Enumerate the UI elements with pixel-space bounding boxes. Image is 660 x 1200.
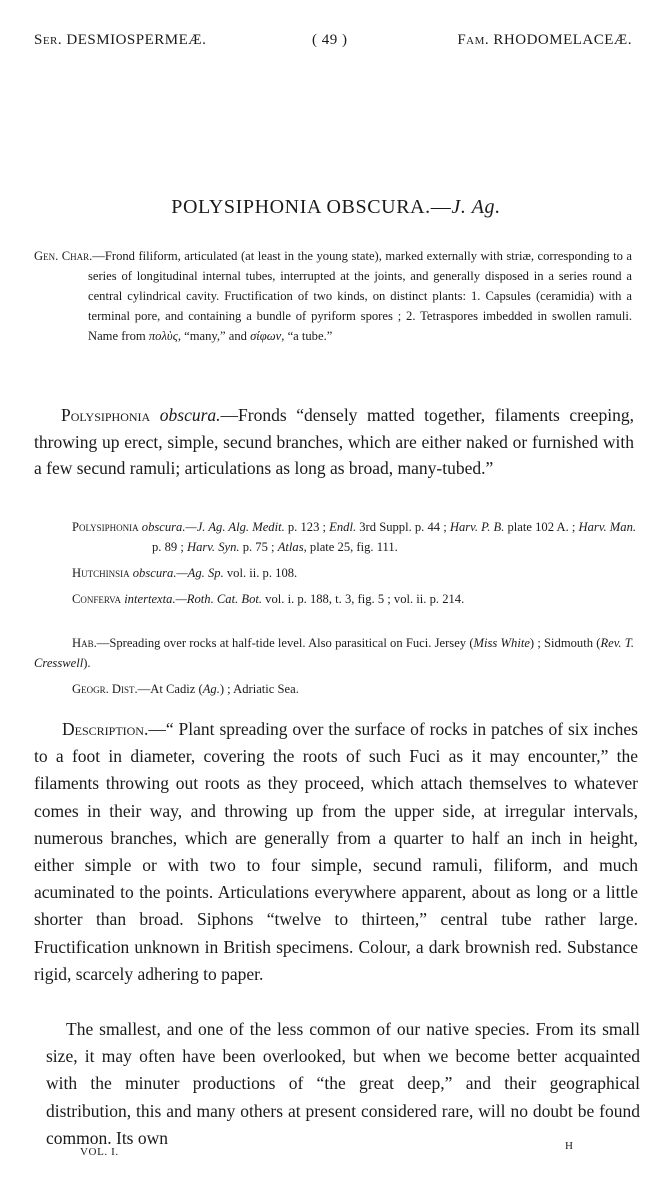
reference-entry <box>72 589 636 609</box>
reference-detail: p. 89 ; <box>152 540 187 554</box>
habitat-distribution <box>34 633 634 705</box>
remarks-paragraph <box>46 1016 640 1152</box>
gen-char-greek-2: σίφων <box>250 329 282 343</box>
gen-char-greek-1: πολὺς <box>148 329 178 343</box>
reference-citation: Harv. Man. <box>578 520 637 534</box>
running-header <box>34 32 632 52</box>
habitat-text: —Spreading over rocks at half-tide level. Also parasitical on Fuci. Jersey ( <box>96 636 474 650</box>
distribution-authority: Ag. <box>202 682 220 696</box>
species-diagnosis-text: —Fronds “densely matted together, filaments creeping, throwing up erect, simple, secund branches, which are either naked or furnished with a few secund ramuli; articulations as long as broad, many-tubed.” <box>34 405 635 478</box>
species-title-name: POLYSIPHONIA OBSCURA.— <box>171 196 452 218</box>
species-diagnosis <box>34 402 634 482</box>
reference-detail: p. 123 ; <box>284 520 330 534</box>
habitat-entry <box>34 633 634 673</box>
reference-entry <box>72 517 636 557</box>
reference-citation: —Roth. Cat. Bot. <box>175 592 263 606</box>
header-family: Fam. RHODOMELACEÆ. <box>457 32 632 48</box>
distribution-label: Geogr. Dist. <box>72 682 138 696</box>
reference-citation: Atlas, <box>277 540 307 554</box>
generic-character <box>34 246 632 346</box>
habitat-label: Hab. <box>72 636 97 650</box>
species-genus: Polysiphonia <box>61 405 151 425</box>
reference-genus: Hutchinsia <box>72 566 130 580</box>
habitat-collector: Miss White <box>473 636 530 650</box>
description-label: Description. <box>62 719 149 739</box>
species-title-author: J. Ag. <box>451 196 501 218</box>
distribution-text: ) ; Adriatic Sea. <box>219 682 299 696</box>
reference-citation: Harv. P. B. <box>449 520 505 534</box>
description-paragraph <box>34 716 638 988</box>
reference-citation: Harv. Syn. <box>186 540 240 554</box>
synonymy-references <box>72 517 636 615</box>
page-footer <box>0 1140 660 1164</box>
reference-genus: Polysiphonia <box>72 520 139 534</box>
reference-citation: —J. Ag. Alg. Medit. <box>185 520 285 534</box>
species-epithet: obscura. <box>159 405 221 425</box>
signature-mark: H <box>565 1140 573 1152</box>
description-text: —“ Plant spreading over the surface of rocks in patches of six inches to a foot in diameter, covering the roots of such Fuci as it may encounter,” the filaments throwing out roots as they proceed, which attach themselves to whatever comes in their way, and throwing up from the upper side, at irregular intervals, numerous branches, which are generally from a quarter to half an inch in height, either simple or with two to four simple, secund ramuli, filiform, and much acuminated to the points. Articulations everywhere apparent, about as long or a little shorter than broad. Siphons “twelve to thirteen,” central tube rather large. Fructification unknown in British specimens. Colour, a dark brownish red. Substance rigid, scarcely adhering to paper. <box>34 719 638 984</box>
reference-detail: 3rd Suppl. p. 44 ; <box>356 520 450 534</box>
gen-char-text-2: , “many,” and <box>177 329 251 343</box>
reference-entry <box>72 563 636 583</box>
distribution-text: —At Cadiz ( <box>137 682 203 696</box>
habitat-text: ). <box>83 656 91 670</box>
reference-citation: Endl. <box>329 520 357 534</box>
remarks-text: The smallest, and one of the less common of our native species. From its small size, it may often have been overlooked, but when we become better acquainted with the minuter productions of “the great deep,” and their geographical distribution, this and many others at present considered rare, will no doubt be found common. Its own <box>46 1019 640 1148</box>
reference-detail: p. 75 ; <box>239 540 278 554</box>
reference-genus: Conferva <box>72 592 122 606</box>
species-title <box>0 196 660 219</box>
reference-detail: vol. ii. p. 108. <box>223 566 298 580</box>
gen-char-text-3: , “a tube.” <box>281 329 333 343</box>
page-number: ( 49 ) <box>312 32 348 48</box>
reference-detail: plate 25, fig. 111. <box>306 540 398 554</box>
habitat-collector: Rev. T. Cresswell <box>34 636 634 670</box>
reference-detail: plate 102 A. ; <box>504 520 579 534</box>
reference-epithet: intertexta. <box>124 592 176 606</box>
header-series: Ser. DESMIOSPERMEÆ. <box>34 32 207 48</box>
distribution-entry <box>34 679 634 699</box>
reference-citation: —Ag. Sp. <box>176 566 224 580</box>
gen-char-label: Gen. Char. <box>34 249 93 263</box>
habitat-text: ) ; Sidmouth ( <box>529 636 601 650</box>
gen-char-text-1: —Frond filiform, articulated (at least in the young state), marked externally with striæ, corresponding to a series of longitudinal internal tubes, interrupted at the joints, and generally disposed in a series round a central cylindrical cavity. Fructification of two kinds, on distinct plants: 1. Capsules (ceramidia) with a terminal pore, and containing a bundle of pyriform spores ; 2. Tetraspores imbedded in swollen ramuli. Name from <box>88 249 632 343</box>
reference-epithet: obscura. <box>132 566 177 580</box>
reference-epithet: obscura. <box>141 520 186 534</box>
reference-detail: vol. i. p. 188, t. 3, fig. 5 ; vol. ii. p. 214. <box>262 592 465 606</box>
volume-mark: VOL. I. <box>80 1146 119 1158</box>
